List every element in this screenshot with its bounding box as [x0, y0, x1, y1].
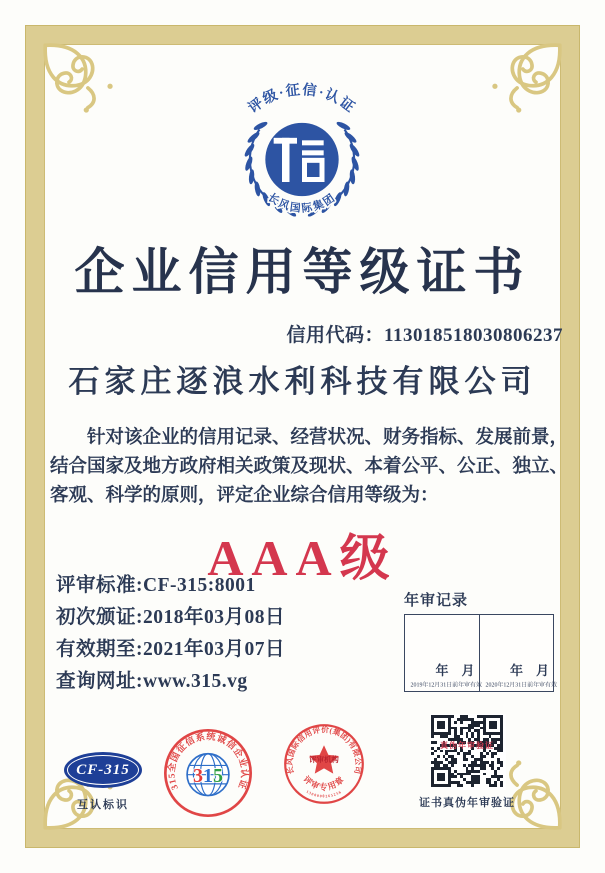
company-name: 石家庄逐浪水利科技有限公司 [68, 364, 537, 399]
review-seal-serial: 1300000265256 [305, 789, 343, 799]
credit-code-label: 信用代码： [286, 325, 385, 346]
verification-qr-code [430, 714, 506, 790]
corner-flourish-top-left [42, 42, 124, 124]
qr-caption: 证书真伪年审验证 [419, 797, 515, 809]
certificate-body [50, 424, 569, 511]
seal-315-digits: 315 [192, 765, 224, 788]
annual-review-note: 2019年12月31日前年审有效 [410, 681, 482, 689]
corner-flourish-top-right [481, 42, 563, 124]
cf315-mark-caption: 互认标识 [77, 799, 129, 811]
cf315-mark-text: CF-315 [76, 761, 130, 778]
body-line: 客观、科学的原则，评定企业综合信用等级为： [50, 486, 439, 506]
svg-text:评审专用章 [301, 774, 346, 792]
body-line: 针对该企业的信用记录、经营状况、财务指标、发展前景， [87, 428, 569, 448]
review-seal-bottom-text: 评审专用章 [301, 774, 347, 792]
annual-review-record [404, 589, 557, 692]
certificate-title: 企业信用等级证书 [74, 244, 531, 300]
review-seal-ring-text: 长风国际信用评价(集团)有限公司 [285, 725, 363, 775]
annual-review-cell-2019 [405, 615, 482, 691]
certificate-details [56, 570, 285, 698]
review-seal-center-text: 评审机构 [309, 755, 339, 765]
svg-text:评级·征信·认证 [245, 81, 359, 117]
credit-code-value: 113018518030806237 [384, 325, 563, 346]
credit-rating-emblem [202, 76, 402, 218]
body-line: 结合国家及地方政府相关政策及现状、本着公平、公正、独立、 [50, 457, 569, 477]
detail-review-standard: 评审标准:CF-315:8001 [56, 575, 256, 596]
detail-first-issued: 初次颁证:2018年03月08日 [56, 607, 285, 628]
emblem-bottom-text: 长风国际集团 [265, 191, 339, 215]
year-month-label: 年 月 [435, 663, 475, 678]
annual-review-note: 2020年12月31日前年审有效 [485, 681, 557, 689]
detail-query-url: 查询网址:www.315.vg [56, 671, 248, 692]
cf315-mark-seal [64, 752, 142, 788]
annual-review-cell-2020 [479, 615, 557, 691]
annual-review-box [404, 614, 557, 692]
emblem-arc-text: 评级·征信·认证 [245, 82, 359, 117]
year-month-label: 年 月 [509, 663, 549, 678]
qr-code-pattern [431, 715, 503, 787]
qr-overlay-text: 真伪年审验证 [440, 741, 494, 750]
detail-valid-until: 有效期至:2021年03月07日 [56, 639, 285, 660]
credit-rating-value: AAA级 [207, 530, 398, 586]
seal-315-ring-text: 315全国征信系统诚信企业认证 [166, 731, 250, 792]
annual-review-title: 年审记录 [404, 593, 469, 609]
credit-code-line [287, 320, 563, 347]
review-agency-red-seal [282, 722, 366, 806]
seal-315-certification [162, 727, 254, 819]
